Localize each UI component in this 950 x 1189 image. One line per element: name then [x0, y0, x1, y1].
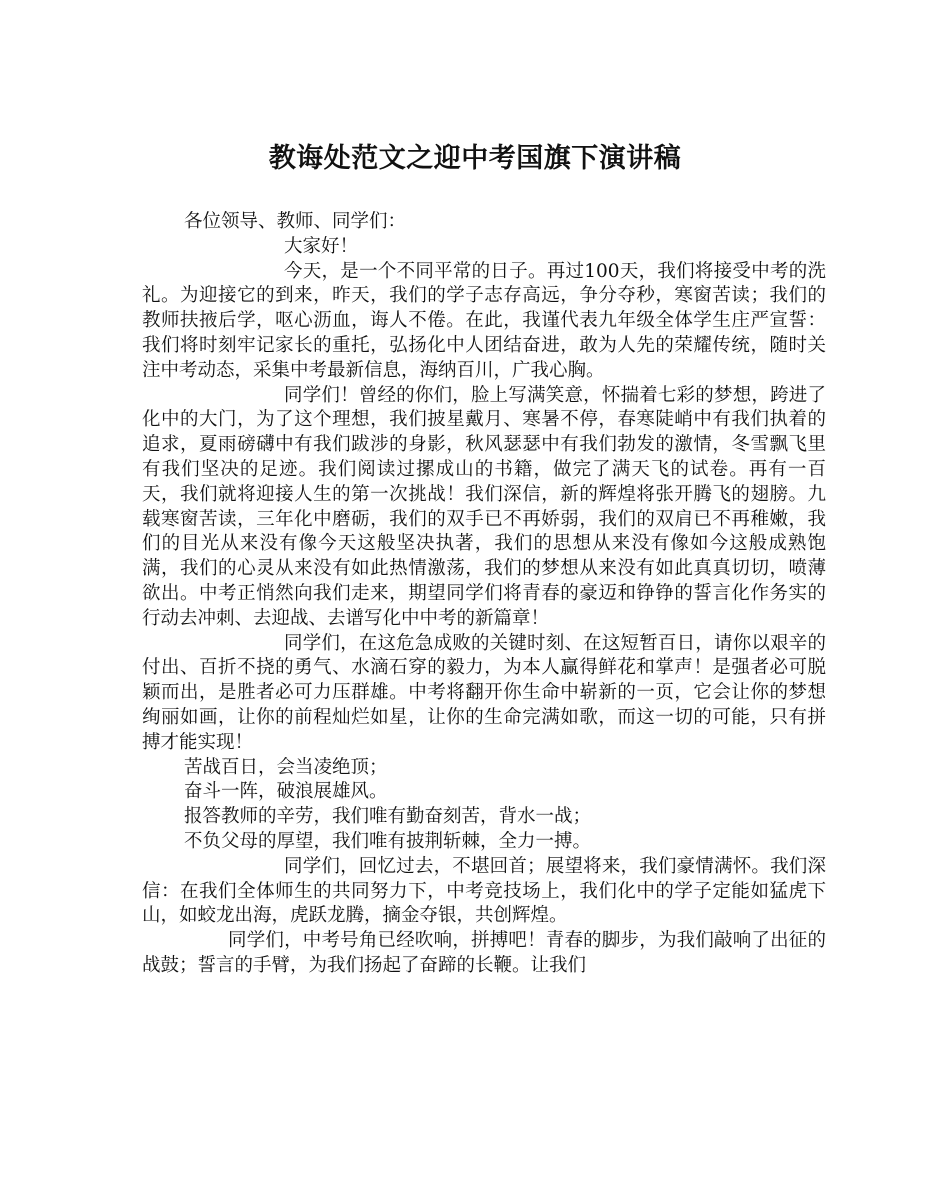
couplet-line-2: 奋斗一阵，破浪展雄风。: [184, 781, 388, 803]
salutation: 各位领导、教师、同学们：: [184, 211, 407, 232]
greeting: 大家好！: [284, 235, 359, 257]
couplet-line-4: 不负父母的厚望，我们唯有披荆斩棘，全力一搏。: [184, 830, 592, 852]
couplet-line-3: 报答教师的辛劳，我们唯有勤奋刻苦，背水一战；: [184, 806, 592, 828]
paragraph-2: 同学们！曾经的你们，脸上写满笑意，怀揣着七彩的梦想，跨进了化中的大门，为了这个理想，我们披星戴月、寒暑不停，春寒陡峭中有我们执着的追求，夏雨磅礴中有我们跋涉的身影，秋风瑟瑟中有我们勃发的激情，冬雪飘飞里有我们坚决的足迹。我们阅读过摞成山的书籍，做完了满天飞的试卷。再有一百天，我们就将迎接人生的第一次挑战！我们深信，新的辉煌将张开腾飞的翅膀。九载寒窗苦读，三年化中磨砺，我们的双手已不再娇弱，我们的双肩已不再稚嫩，我们的目光从来没有像今天这般坚决执著，我们的思想从来没有像如今这般成熟饱满，我们的心灵从来没有如此热情激荡，我们的梦想从来没有如此真真切切，喷薄欲出。中考正悄然向我们走来，期望同学们将青春的豪迈和铮铮的誓言化作务实的行动去冲刺、去迎战、去谱写化中中考的新篇章！: [142, 384, 826, 629]
document-title: 教诲处范文之迎中考国旗下演讲稿: [268, 143, 682, 174]
paragraph-3: 同学们，在这危急成败的关键时刻、在这短暂百日，请你以艰辛的付出、百折不挠的勇气、水滴石穿的毅力，为本人赢得鲜花和掌声！是强者必可脱颖而出，是胜者必可力压群雄。中考将翻开你生命中崭新的一页，它会让你的梦想绚丽如画，让你的前程灿烂如星，让你的生命完满如歌，而这一切的可能，只有拼搏才能实现！: [142, 632, 826, 753]
paragraph-5: 同学们，中考号角已经吹响，拼搏吧！青春的脚步，为我们敲响了出征的战鼓；誓言的手臂，为我们扬起了奋蹄的长鞭。让我们: [142, 930, 826, 976]
paragraph-1: 今天，是一个不同平常的日子。再过100天，我们将接受中考的洗礼。为迎接它的到来，昨天，我们的学子志存高远，争分夺秒，寒窗苦读；我们的教师扶掖后学，呕心沥血，诲人不倦。在此，我谨代表九年级全体学生庄严宣誓：我们将时刻牢记家长的重托，弘扬化中人团结奋进，敢为人先的荣耀传统，随时关注中考动态，采集中考最新信息，海纳百川，广我心胸。: [142, 260, 826, 381]
document-body: [142, 210, 826, 979]
couplet-line-1: 苦战百日，会当凌绝顶；: [184, 756, 388, 778]
paragraph-4: 同学们，回忆过去，不堪回首；展望将来，我们豪情满怀。我们深信：在我们全体师生的共同努力下，中考竞技场上，我们化中的学子定能如猛虎下山，如蛟龙出海，虎跃龙腾，摘金夺银，共创辉煌。: [142, 855, 826, 927]
